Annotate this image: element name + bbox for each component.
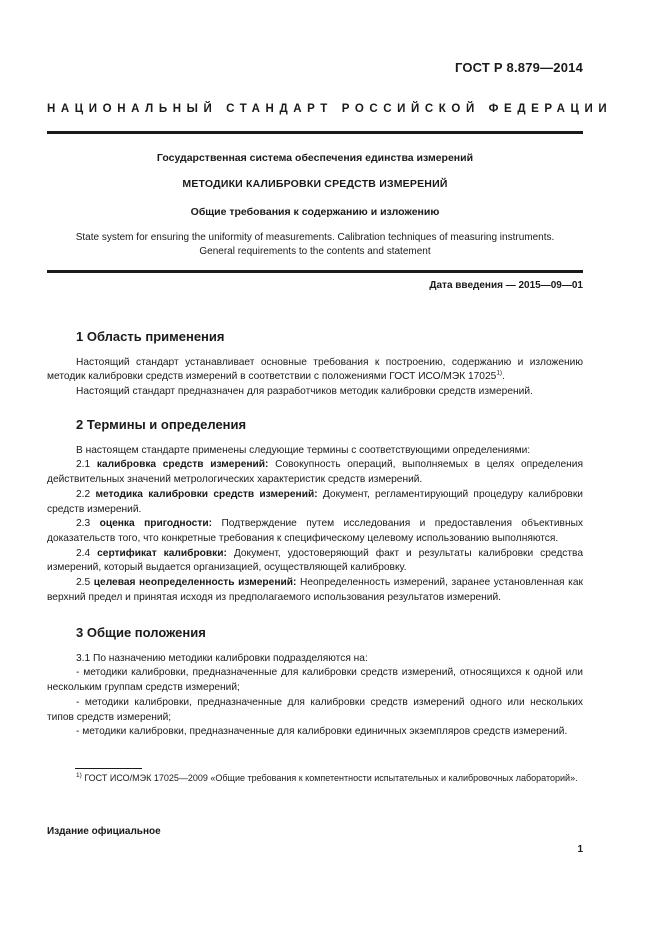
section-3-paragraph-1: 3.1 По назначению методики калибровки подразделяются на: — [76, 652, 368, 664]
introduction-date: Дата введения — 2015—09—01 — [429, 280, 583, 291]
term-2-3: 2.3 оценка пригодности: Подтверждение путем исследования и предоставления объективных доказательств того, что конкретные требования к специфическому целевому использованию выполняются. — [47, 518, 583, 544]
section-2-intro: В настоящем стандарте применены следующие термины с соответствующими определениями: — [76, 444, 531, 456]
section-2 — [47, 418, 583, 605]
term-2-1: 2.1 калибровка средств измерений: Совокупность операций, выполняемых в целях определения действительных значений метрологических характеристик средств измерений. — [47, 459, 583, 486]
national-standard-title: НАЦИОНАЛЬНЫЙ СТАНДАРТ РОССИЙСКОЙ ФЕДЕРАЦИИ — [47, 103, 613, 115]
list-item: - методики калибровки, предназначенные для калибровки единичных экземпляров средств измерений. — [76, 726, 568, 738]
list-item: - методики калибровки, предназначенные для калибровки средств измерений, относящихся к одной или нескольким группам средств измерений; — [47, 667, 583, 694]
section-2-heading: 2 Термины и определения — [76, 417, 247, 432]
footnote-ref: 1) — [496, 370, 503, 378]
bottom-divider — [47, 270, 583, 273]
term-2-4: 2.4 сертификат калибровки: Документ, удостоверяющий факт и результаты калибровки средства измерений, который выдается организацией, осуществляющей калибровку. — [47, 547, 583, 574]
term-2-2: 2.2 методика калибровки средств измерений: Документ, регламентирующий процедуру калибровки средств измерений. — [47, 488, 583, 515]
section-3-heading: 3 Общие положения — [76, 625, 206, 640]
page-number: 1 — [577, 844, 583, 855]
footnote-divider — [75, 768, 142, 769]
term-2-5: 2.5 целевая неопределенность измерений: Неопределенность измерений, заранее установленная как верхний предел и принятая исходя из предполагаемого использования результатов измерений. — [47, 577, 583, 603]
section-1 — [47, 330, 583, 400]
english-title — [47, 231, 583, 259]
section-1-paragraph-1: Настоящий стандарт устанавливает основные требования к построению, содержанию и изложению методик калибровки средств измерений в соответствии с положениями ГОСТ ИСО/МЭК 17025$^{1)}$. — [47, 356, 583, 383]
standard-code: ГОСТ Р 8.879—2014 — [454, 60, 583, 75]
footnote: $^{1)}$ ГОСТ ИСО/МЭК 17025—2009 «Общие требования к компетентности испытательных и калибровочных лабораторий». — [76, 772, 578, 783]
subtitle: Общие требования к содержанию и изложению — [190, 206, 440, 218]
list-item: - методики калибровки, предназначенные для калибровки средств измерений одного или нескольких типов средств измерений; — [47, 696, 583, 723]
section-3 — [47, 626, 583, 740]
english-title-line1: State system for ensuring the uniformity of measurements. Calibration techniques of measuring instruments. — [75, 232, 555, 243]
section-1-heading: 1 Область применения — [76, 329, 225, 344]
english-title-line2: General requirements to the contents and statement — [199, 246, 431, 257]
top-divider — [47, 131, 583, 134]
official-edition-label: Издание официальное — [47, 826, 161, 837]
section-1-paragraph-2: Настоящий стандарт предназначен для разработчиков методик калибровки средств измерений. — [76, 386, 533, 398]
main-title: МЕТОДИКИ КАЛИБРОВКИ СРЕДСТВ ИЗМЕРЕНИЙ — [182, 178, 448, 190]
system-title: Государственная система обеспечения единства измерений — [156, 152, 474, 164]
